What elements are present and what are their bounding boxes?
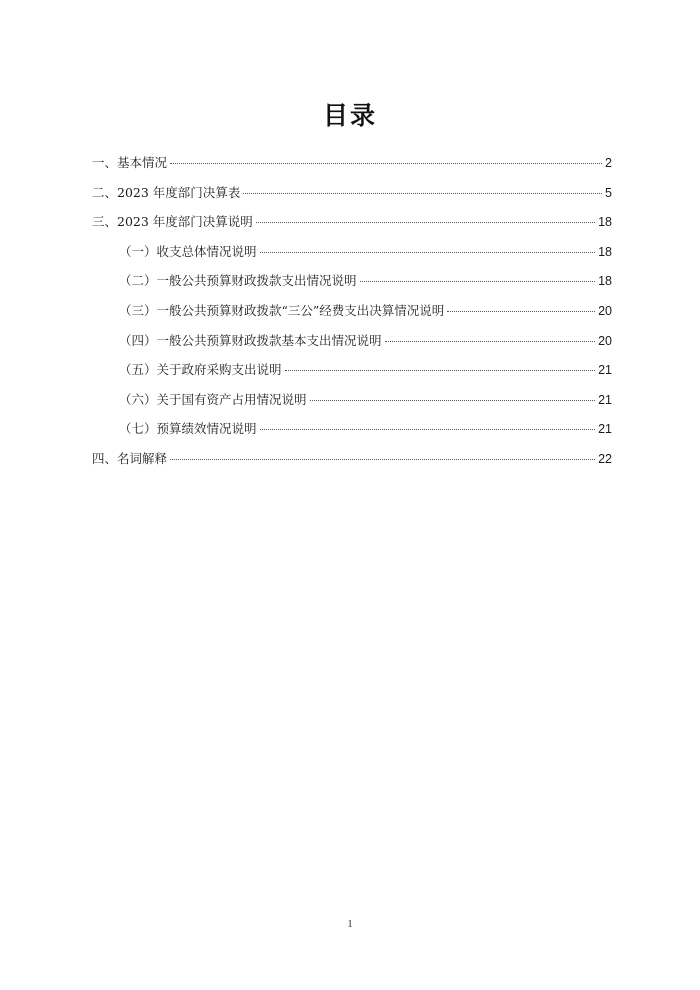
toc-entry-page: 21 — [598, 363, 612, 378]
dot-leader — [260, 429, 596, 430]
toc-entry-government-procurement[interactable] — [92, 355, 612, 385]
toc-entry-label: 四、名词解释 — [92, 450, 168, 466]
toc-entry-label: （七）预算绩效情况说明 — [119, 421, 257, 437]
dot-leader — [447, 311, 595, 312]
dot-leader — [385, 341, 596, 342]
toc-entry-page: 21 — [598, 392, 612, 407]
toc-entry-label: 一、基本情况 — [92, 155, 168, 170]
toc-entry-final-accounts-notes[interactable] — [92, 207, 612, 237]
toc-entry-three-public-expenses[interactable] — [92, 296, 612, 326]
footer-page-number: 1 — [347, 918, 353, 930]
toc-entry-label: （一）收支总体情况说明 — [119, 243, 257, 259]
toc-entry-basic-expenditure[interactable] — [92, 326, 612, 356]
toc-entry-label: 三、2023 年度部门决算说明 — [92, 214, 253, 230]
dot-leader — [260, 252, 596, 253]
toc-entry-label: （三）一般公共预算财政拨款“三公”经费支出决算情况说明 — [119, 302, 445, 318]
dot-leader — [243, 193, 602, 194]
toc-entry-page: 5 — [605, 185, 612, 200]
dot-leader — [256, 222, 595, 223]
toc-entry-label: （二）一般公共预算财政拨款支出情况说明 — [119, 273, 357, 289]
page-title: 目录 — [322, 101, 377, 130]
dot-leader — [170, 459, 595, 460]
toc-entry-page: 20 — [598, 303, 612, 318]
toc-entry-label: （六）关于国有资产占用情况说明 — [119, 391, 307, 407]
toc-entry-general-budget-expenditure[interactable] — [92, 266, 612, 296]
dot-leader — [170, 163, 602, 164]
dot-leader — [360, 281, 596, 282]
toc-entry-label: （四）一般公共预算财政拨款基本支出情况说明 — [119, 332, 382, 348]
toc-entry-page: 20 — [598, 333, 612, 348]
toc-entry-page: 2 — [605, 156, 612, 170]
dot-leader — [310, 400, 596, 401]
table-of-contents — [92, 148, 612, 474]
toc-entry-page: 21 — [598, 422, 612, 437]
toc-entry-final-accounts-tables[interactable] — [92, 178, 612, 208]
toc-entry-state-assets[interactable] — [92, 385, 612, 415]
toc-entry-page: 18 — [598, 215, 612, 230]
toc-entry-basic-info[interactable] — [92, 148, 612, 178]
toc-entry-page: 18 — [598, 274, 612, 289]
toc-entry-page: 18 — [598, 244, 612, 259]
toc-entry-income-expense-overview[interactable] — [92, 237, 612, 267]
toc-entry-glossary[interactable] — [92, 444, 612, 474]
toc-entry-page: 22 — [598, 451, 612, 466]
dot-leader — [285, 370, 596, 371]
toc-entry-performance[interactable] — [92, 414, 612, 444]
toc-entry-label: （五）关于政府采购支出说明 — [119, 362, 282, 378]
toc-entry-label: 二、2023 年度部门决算表 — [92, 184, 241, 200]
